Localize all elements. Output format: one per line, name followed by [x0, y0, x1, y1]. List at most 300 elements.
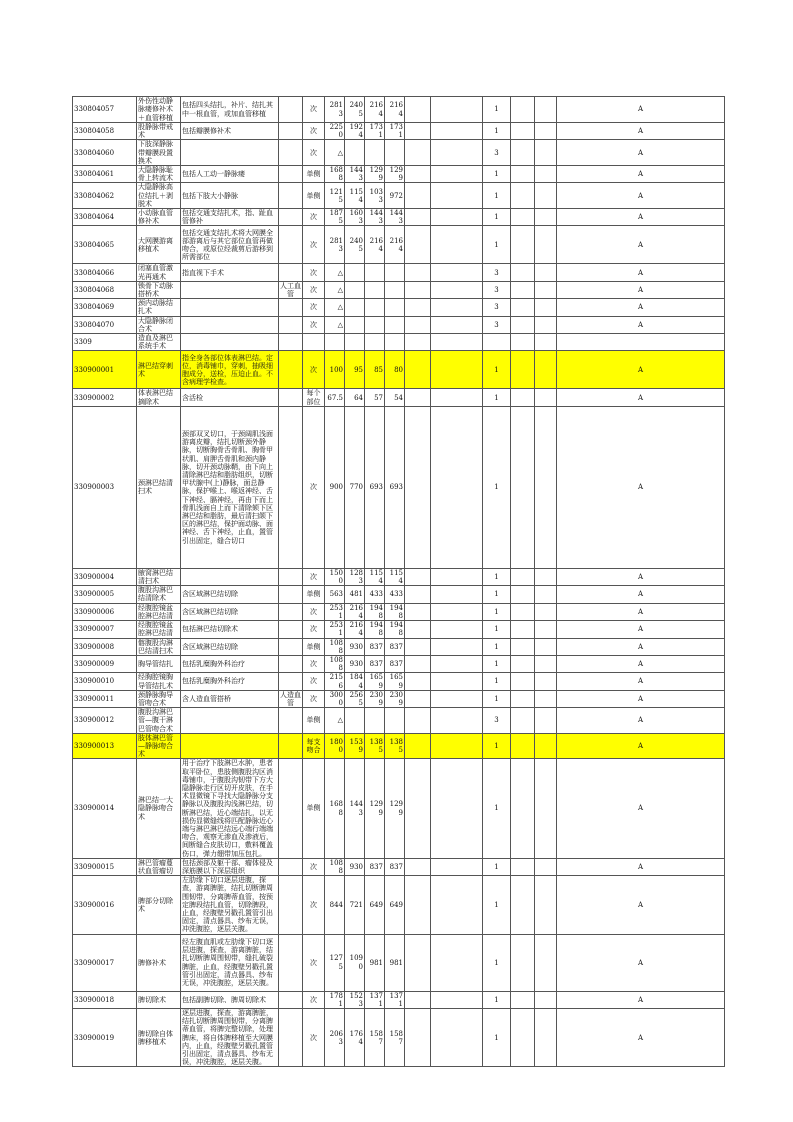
table-row	[73, 209, 725, 226]
unit-cell: 次	[303, 621, 325, 638]
category-cell	[483, 334, 511, 351]
blank-cell	[535, 733, 557, 759]
unit-cell: 次	[303, 603, 325, 620]
blank-cell	[535, 183, 557, 209]
table-row	[73, 603, 725, 620]
item-code-cell: 330900005	[73, 586, 137, 603]
blank-cell	[535, 351, 557, 389]
item-description-cell: 用于治疗下肢淋巴水肿，患者取平卧位，患肢侧腹股沟区消毒铺巾，于腹股沟韧带下方大隐静脉走行区切开皮肤，在手术显微镜下寻找大隐静脉分支静脉以及腹股沟浅淋巴结，切断淋巴结，近心端结扎，以无损伤显微缝线将匹配静脉近心端与淋巴淋巴结远心端行端端吻合，观察无渗血及渗液后，间断缝合皮肤切口，敷料覆盖伤口，弹力绷带加压包扎。	[181, 759, 279, 858]
blank-cell	[431, 655, 483, 672]
excluded-items-cell	[279, 638, 303, 655]
item-code-cell: 330804069	[73, 299, 137, 316]
price-level-4-cell: 1587	[385, 1009, 405, 1067]
blank-cell	[535, 655, 557, 672]
price-level-4-cell: 1659	[385, 673, 405, 690]
price-level-2-cell: 1283	[345, 568, 365, 585]
item-code-cell: 330804065	[73, 226, 137, 264]
blank-cell	[431, 226, 483, 264]
blank-cell	[511, 621, 535, 638]
item-name-cell: 胸导管结扎	[137, 655, 181, 672]
price-level-3-cell: 1154	[365, 568, 385, 585]
blank-cell	[535, 140, 557, 166]
blank-cell	[405, 226, 431, 264]
price-level-3-cell: 649	[365, 876, 385, 934]
price-level-2-cell	[345, 281, 365, 298]
blank-cell	[511, 281, 535, 298]
blank-cell	[535, 334, 557, 351]
table-row	[73, 166, 725, 183]
item-description-cell: 颈部双叉切口，于颈阔肌浅面游离皮瓣，结扎切断颈外静脉，切断胸骨舌骨肌、胸骨甲状肌、肩胛舌骨肌和颈内静脉，切开颈动脉鞘，由下向上清除淋巴结和脂肪组织，切断甲状腺中(上)静脉，面总静脉，保护喉上、喉返神经、舌下神经、膈神经，再由下而上骨肌浅面自上而下清除颏下区淋巴结和脂肪，最后清扫颌下区的淋巴结，保护面动脉、面神经、舌下神经，止血，置管引出固定，缝合切口	[181, 406, 279, 568]
table-row	[73, 226, 725, 264]
blank-cell	[511, 876, 535, 934]
unit-cell: 单侧	[303, 586, 325, 603]
unit-cell: 次	[303, 351, 325, 389]
price-level-1-cell: 1781	[325, 991, 345, 1008]
price-level-4-cell: 1154	[385, 568, 405, 585]
price-level-1-cell: 1088	[325, 655, 345, 672]
remark-cell: A	[557, 733, 725, 759]
blank-cell	[511, 334, 535, 351]
price-level-4-cell: 1299	[385, 166, 405, 183]
price-level-3-cell: 1659	[365, 673, 385, 690]
blank-cell	[535, 1009, 557, 1067]
blank-cell	[535, 621, 557, 638]
blank-cell	[535, 708, 557, 734]
blank-cell	[511, 209, 535, 226]
item-description-cell: 包括乳糜胸外科治疗	[181, 655, 279, 672]
category-cell: 1	[483, 586, 511, 603]
excluded-items-cell	[279, 934, 303, 991]
blank-cell	[431, 934, 483, 991]
blank-cell	[431, 708, 483, 734]
blank-cell	[511, 586, 535, 603]
table-row	[73, 638, 725, 655]
category-cell: 1	[483, 638, 511, 655]
table-row	[73, 733, 725, 759]
price-level-3-cell: 57	[365, 389, 385, 406]
price-level-4-cell: 2164	[385, 97, 405, 123]
item-name-cell: 股静脉带戒术	[137, 123, 181, 140]
price-level-2-cell: 2565	[345, 690, 365, 707]
remark-cell: A	[557, 226, 725, 264]
blank-cell	[431, 1009, 483, 1067]
blank-cell	[405, 97, 431, 123]
blank-cell	[431, 334, 483, 351]
blank-cell	[431, 123, 483, 140]
table-row	[73, 316, 725, 333]
excluded-items-cell	[279, 97, 303, 123]
category-cell: 3	[483, 264, 511, 281]
item-code-cell: 330804057	[73, 97, 137, 123]
category-cell: 3	[483, 299, 511, 316]
price-level-1-cell: 1688	[325, 759, 345, 858]
price-level-4-cell: 2164	[385, 226, 405, 264]
remark-cell: A	[557, 621, 725, 638]
blank-cell	[405, 586, 431, 603]
price-level-1-cell: △	[325, 299, 345, 316]
item-code-cell: 330900003	[73, 406, 137, 568]
unit-cell	[303, 334, 325, 351]
item-code-cell: 330804061	[73, 166, 137, 183]
unit-cell: 次	[303, 316, 325, 333]
blank-cell	[535, 406, 557, 568]
unit-cell: 次	[303, 655, 325, 672]
remark-cell: A	[557, 708, 725, 734]
price-level-3-cell: 1948	[365, 603, 385, 620]
price-level-2-cell: 1523	[345, 991, 365, 1008]
price-level-3-cell: 1731	[365, 123, 385, 140]
excluded-items-cell	[279, 858, 303, 875]
category-cell: 1	[483, 991, 511, 1008]
price-level-1-cell: △	[325, 281, 345, 298]
item-name-cell: 经腹腔镜盆腔淋巴结清	[137, 621, 181, 638]
item-description-cell: 含区域淋巴结切除	[181, 638, 279, 655]
blank-cell	[431, 299, 483, 316]
blank-cell	[431, 281, 483, 298]
item-name-cell: 颈淋巴结清扫术	[137, 406, 181, 568]
item-code-cell: 330804070	[73, 316, 137, 333]
blank-cell	[535, 858, 557, 875]
unit-cell: 次	[303, 281, 325, 298]
table-row	[73, 586, 725, 603]
blank-cell	[511, 858, 535, 875]
unit-cell: 次	[303, 140, 325, 166]
blank-cell	[405, 858, 431, 875]
item-code-cell: 330900019	[73, 1009, 137, 1067]
category-cell: 1	[483, 183, 511, 209]
price-level-1-cell: 900	[325, 406, 345, 568]
item-name-cell: 大隐静脉耻骨上转流术	[137, 166, 181, 183]
price-level-1-cell: △	[325, 140, 345, 166]
price-level-3-cell: 981	[365, 934, 385, 991]
item-code-cell: 330804068	[73, 281, 137, 298]
excluded-items-cell	[279, 406, 303, 568]
price-level-1-cell: 2156	[325, 673, 345, 690]
blank-cell	[405, 140, 431, 166]
category-cell: 3	[483, 281, 511, 298]
price-level-3-cell	[365, 299, 385, 316]
blank-cell	[405, 166, 431, 183]
category-cell: 1	[483, 406, 511, 568]
unit-cell: 次	[303, 934, 325, 991]
blank-cell	[535, 759, 557, 858]
blank-cell	[431, 406, 483, 568]
category-cell: 1	[483, 97, 511, 123]
price-level-2-cell	[345, 140, 365, 166]
price-level-1-cell: 2531	[325, 621, 345, 638]
item-code-cell: 330900007	[73, 621, 137, 638]
table-row	[73, 568, 725, 585]
category-cell: 1	[483, 673, 511, 690]
category-cell: 1	[483, 351, 511, 389]
item-name-cell: 淋巴结一大隐静脉吻合术	[137, 759, 181, 858]
remark-cell: A	[557, 299, 725, 316]
blank-cell	[405, 876, 431, 934]
remark-cell: A	[557, 934, 725, 991]
item-code-cell: 330900010	[73, 673, 137, 690]
item-code-cell: 330900012	[73, 708, 137, 734]
excluded-items-cell	[279, 673, 303, 690]
category-cell: 3	[483, 140, 511, 166]
item-description-cell: 左肋缘下切口逐层进腹，探查，游离脾脏，结扎切断脾周围韧带，分离脾蒂血管，按预定脾段结扎血管，切除脾段，止血，经腹壁另戳孔置管引出固定，清点器具、纱布无误，冲洗腹腔，逐层关腹。	[181, 876, 279, 934]
blank-cell	[405, 673, 431, 690]
price-level-2-cell: 1539	[345, 733, 365, 759]
remark-cell: A	[557, 351, 725, 389]
blank-cell	[511, 1009, 535, 1067]
unit-cell: 单侧	[303, 708, 325, 734]
price-level-2-cell: 721	[345, 876, 365, 934]
blank-cell	[431, 97, 483, 123]
item-name-cell: 腹股沟淋巴结清除术	[137, 586, 181, 603]
unit-cell: 每支吻合	[303, 733, 325, 759]
excluded-items-cell	[279, 226, 303, 264]
price-level-4-cell	[385, 316, 405, 333]
item-description-cell	[181, 733, 279, 759]
excluded-items-cell	[279, 123, 303, 140]
price-level-4-cell: 1443	[385, 209, 405, 226]
price-level-4-cell	[385, 334, 405, 351]
blank-cell	[511, 166, 535, 183]
price-level-2-cell: 1154	[345, 183, 365, 209]
excluded-items-cell	[279, 299, 303, 316]
remark-cell: A	[557, 1009, 725, 1067]
item-name-cell: 腋窝淋巴结清扫术	[137, 568, 181, 585]
blank-cell	[405, 568, 431, 585]
blank-cell	[535, 316, 557, 333]
item-description-cell: 包括副脾切除、脾周切除术	[181, 991, 279, 1008]
item-description-cell	[181, 281, 279, 298]
price-level-4-cell	[385, 140, 405, 166]
item-name-cell: 外伤性动静脉瘘修补术＋血管移植	[137, 97, 181, 123]
item-description-cell: 含区域淋巴结切除	[181, 586, 279, 603]
item-description-cell: 包括交通支结扎术，指、趾血管修补	[181, 209, 279, 226]
table-row	[73, 183, 725, 209]
price-level-1-cell: 1800	[325, 733, 345, 759]
item-description-cell	[181, 334, 279, 351]
blank-cell	[405, 1009, 431, 1067]
price-level-3-cell: 1299	[365, 166, 385, 183]
price-level-2-cell: 1603	[345, 209, 365, 226]
table-row	[73, 621, 725, 638]
item-description-cell: 包括交通支结扎术将大网膜全部游离后与其它部位血管再做吻合，或原位经裁剪后游移到所需部位	[181, 226, 279, 264]
category-cell: 1	[483, 858, 511, 875]
price-level-2-cell: 1924	[345, 123, 365, 140]
excluded-items-cell	[279, 389, 303, 406]
price-level-4-cell: 693	[385, 406, 405, 568]
blank-cell	[511, 97, 535, 123]
category-cell: 1	[483, 621, 511, 638]
excluded-items-cell	[279, 991, 303, 1008]
item-name-cell: 经胸腔镜胸导管结扎术	[137, 673, 181, 690]
price-level-1-cell: 1275	[325, 934, 345, 991]
excluded-items-cell: 人工血管	[280, 281, 301, 299]
remark-cell: A	[557, 655, 725, 672]
blank-cell	[405, 299, 431, 316]
blank-cell	[535, 166, 557, 183]
price-level-1-cell: △	[325, 316, 345, 333]
excluded-items-cell	[279, 621, 303, 638]
excluded-items-cell	[279, 586, 303, 603]
price-level-2-cell	[345, 334, 365, 351]
item-code-cell: 330804062	[73, 183, 137, 209]
table-row	[73, 299, 725, 316]
excluded-items-cell	[279, 876, 303, 934]
table-row	[73, 406, 725, 568]
blank-cell	[511, 123, 535, 140]
blank-cell	[431, 991, 483, 1008]
price-level-1-cell: 1088	[325, 638, 345, 655]
blank-cell	[431, 603, 483, 620]
blank-cell	[535, 934, 557, 991]
blank-cell	[535, 226, 557, 264]
remark-cell: A	[557, 858, 725, 875]
item-name-cell: 经腹腔镜盆腔淋巴结清	[137, 603, 181, 620]
unit-cell: 次	[303, 226, 325, 264]
price-level-4-cell: 981	[385, 934, 405, 991]
price-level-4-cell: 54	[385, 389, 405, 406]
remark-cell: A	[557, 281, 725, 298]
excluded-items-cell	[279, 140, 303, 166]
blank-cell	[431, 264, 483, 281]
item-code-cell: 330804066	[73, 264, 137, 281]
excluded-items-cell	[279, 351, 303, 389]
blank-cell	[535, 603, 557, 620]
blank-cell	[511, 603, 535, 620]
price-level-4-cell: 649	[385, 876, 405, 934]
item-code-cell: 330900016	[73, 876, 137, 934]
category-cell: 1	[483, 166, 511, 183]
remark-cell: A	[557, 638, 725, 655]
excluded-items-cell	[279, 1009, 303, 1067]
unit-cell: 次	[303, 991, 325, 1008]
item-description-cell: 含活检	[181, 389, 279, 406]
price-level-2-cell: 1764	[345, 1009, 365, 1067]
price-level-3-cell: 837	[365, 655, 385, 672]
blank-cell	[405, 316, 431, 333]
item-description-cell: 包括瓣膜修补术	[181, 123, 279, 140]
price-level-4-cell: 972	[385, 183, 405, 209]
table-row	[73, 389, 725, 406]
blank-cell	[431, 733, 483, 759]
price-level-4-cell: 837	[385, 655, 405, 672]
excluded-items-cell	[279, 568, 303, 585]
blank-cell	[511, 389, 535, 406]
blank-cell	[535, 389, 557, 406]
blank-cell	[535, 673, 557, 690]
blank-cell	[511, 991, 535, 1008]
excluded-items-cell	[279, 183, 303, 209]
item-description-cell: 包括下肢大小静脉	[181, 183, 279, 209]
item-description-cell	[181, 140, 279, 166]
excluded-items-cell	[279, 603, 303, 620]
table-row	[73, 264, 725, 281]
table-row	[73, 140, 725, 166]
price-level-3-cell	[365, 708, 385, 734]
blank-cell	[405, 638, 431, 655]
price-level-2-cell: 481	[345, 586, 365, 603]
blank-cell	[405, 934, 431, 991]
unit-cell: 单侧	[303, 166, 325, 183]
remark-cell: A	[557, 140, 725, 166]
item-name-cell: 大隐静脉高位结扎＋剥脱术	[137, 183, 181, 209]
unit-cell: 次	[303, 209, 325, 226]
price-level-1-cell: 2813	[325, 226, 345, 264]
item-code-cell: 3309	[73, 334, 137, 351]
price-level-3-cell: 1385	[365, 733, 385, 759]
item-description-cell	[181, 708, 279, 734]
blank-cell	[431, 586, 483, 603]
blank-cell	[511, 690, 535, 707]
excluded-items-cell	[279, 655, 303, 672]
price-level-3-cell	[365, 316, 385, 333]
price-level-3-cell: 1948	[365, 621, 385, 638]
price-level-1-cell: 1215	[325, 183, 345, 209]
item-description-cell: 经左腹直肌或左肋缘下切口逐层进腹，探查，游离脾脏，结扎切断脾周围韧带，缝扎破裂脾脏，止血，经腹壁另戳孔置管引出固定，清点器具、纱布无误，冲洗腹腔，逐层关腹。	[181, 934, 279, 991]
price-level-3-cell: 2164	[365, 226, 385, 264]
blank-cell	[511, 673, 535, 690]
remark-cell: A	[557, 389, 725, 406]
price-level-4-cell: 1299	[385, 759, 405, 858]
item-description-cell: 指直视下手术	[181, 264, 279, 281]
excluded-items-cell	[279, 733, 303, 759]
excluded-items-cell: 人造血管	[280, 690, 301, 707]
category-cell: 1	[483, 209, 511, 226]
excluded-items-cell	[279, 334, 303, 351]
price-level-1-cell: 100	[325, 351, 345, 389]
price-level-4-cell	[385, 299, 405, 316]
item-name-cell: 体表淋巴结摘除术	[137, 389, 181, 406]
price-level-3-cell	[365, 140, 385, 166]
blank-cell	[511, 299, 535, 316]
price-level-1-cell	[325, 334, 345, 351]
price-level-4-cell: 837	[385, 858, 405, 875]
item-name-cell: 颈静脉胸导管吻合术	[137, 690, 181, 707]
unit-cell: 次	[303, 1009, 325, 1067]
price-level-1-cell: △	[325, 708, 345, 734]
category-cell: 1	[483, 123, 511, 140]
remark-cell: A	[557, 123, 725, 140]
item-name-cell: 髂腹股沟淋巴结清扫术	[137, 638, 181, 655]
category-cell: 1	[483, 759, 511, 858]
remark-cell: A	[557, 183, 725, 209]
price-level-2-cell: 1443	[345, 166, 365, 183]
table-row	[73, 759, 725, 858]
price-level-2-cell: 2405	[345, 226, 365, 264]
blank-cell	[511, 316, 535, 333]
excluded-items-cell	[279, 264, 303, 281]
category-cell: 1	[483, 226, 511, 264]
blank-cell	[535, 97, 557, 123]
price-level-2-cell: 2164	[345, 603, 365, 620]
blank-cell	[535, 209, 557, 226]
item-description-cell: 包括颈部及躯干部、瘤体侵及深筋膜以下深层组织	[181, 858, 279, 875]
blank-cell	[405, 281, 431, 298]
blank-cell	[405, 209, 431, 226]
item-name-cell: 颈内动脉结扎术	[137, 299, 181, 316]
item-name-cell: 闭塞血管激光再通术	[137, 264, 181, 281]
price-level-2-cell	[345, 299, 365, 316]
blank-cell	[431, 166, 483, 183]
blank-cell	[511, 226, 535, 264]
price-level-1-cell: 2063	[325, 1009, 345, 1067]
blank-cell	[431, 140, 483, 166]
item-name-cell: 淋巴管瘤蔓状血管瘤切	[137, 858, 181, 875]
item-description-cell	[181, 299, 279, 316]
price-level-3-cell: 837	[365, 638, 385, 655]
item-name-cell: 锁骨下动脉搭桥术	[137, 281, 181, 298]
table-row	[73, 97, 725, 123]
price-level-2-cell: 930	[345, 858, 365, 875]
